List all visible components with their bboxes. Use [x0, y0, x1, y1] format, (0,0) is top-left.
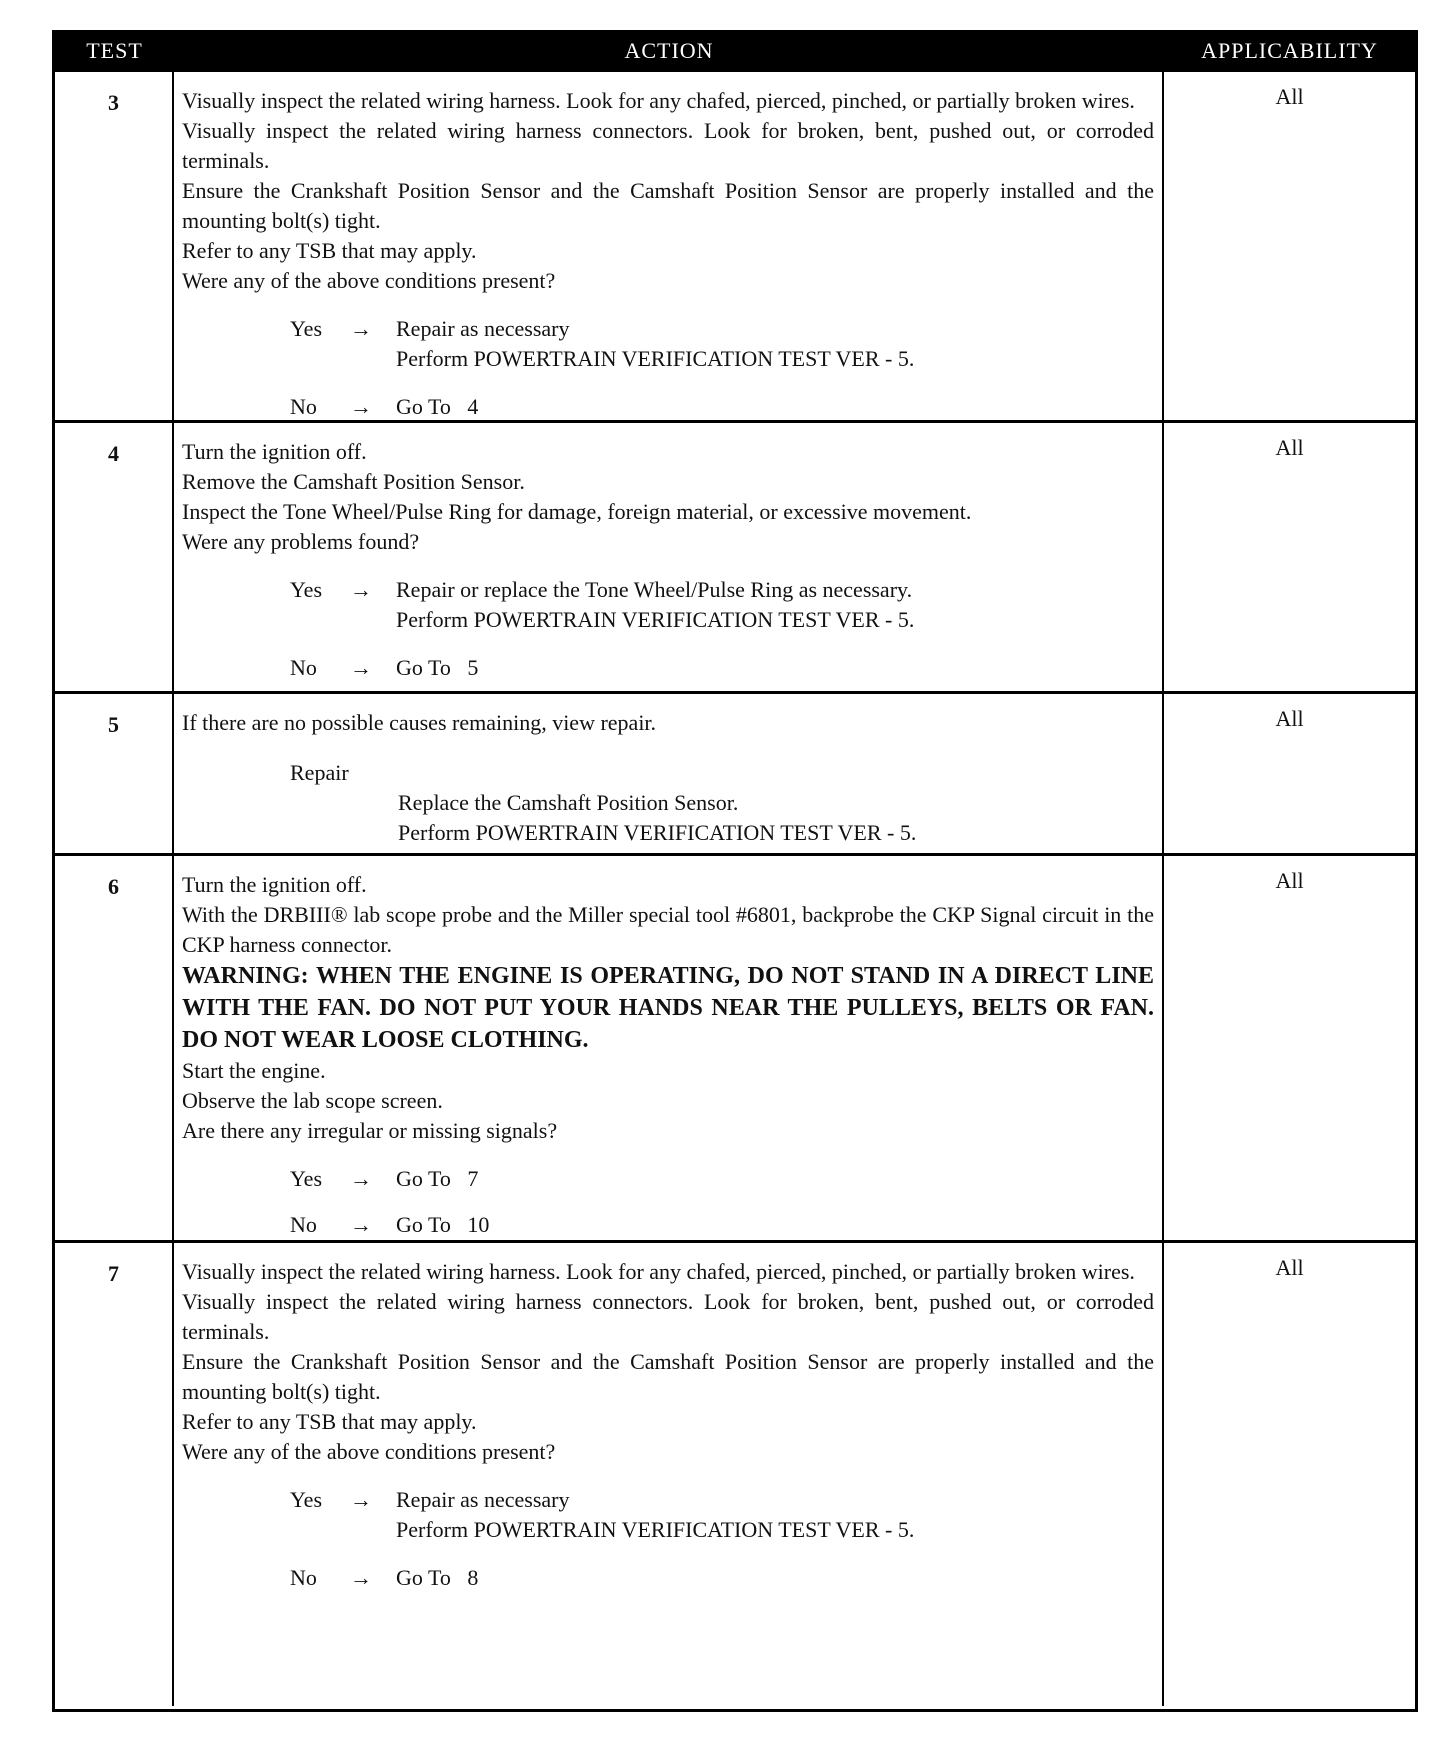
header-action: ACTION: [624, 38, 714, 63]
no-response: [290, 392, 1154, 422]
yes-text: Repair as necessary: [396, 1487, 570, 1512]
table-header: [55, 33, 1415, 69]
action-line: Turn the ignition off.: [182, 872, 367, 897]
action-line: Visually inspect the related wiring harness. Look for any chafed, pierced, pinched, or partially broken wires.: [182, 1259, 1135, 1284]
test-number: 4: [55, 423, 174, 691]
yes-text: Perform POWERTRAIN VERIFICATION TEST VER - 5.: [396, 1517, 915, 1542]
action-line: Refer to any TSB that may apply.: [182, 238, 477, 263]
action-line: Visually inspect the related wiring harness. Look for any chafed, pierced, pinched, or partially broken wires.: [182, 88, 1135, 113]
yes-text: Go To 7: [396, 1166, 479, 1191]
applicability-value: All: [1275, 84, 1304, 109]
action-line: Ensure the Crankshaft Position Sensor and the Camshaft Position Sensor are properly installed and the mounting bolt(s) tight.: [182, 178, 1154, 233]
no-label: No: [290, 655, 317, 680]
warning-text: WARNING: WHEN THE ENGINE IS OPERATING, DO NOT STAND IN A DIRECT LINE WITH THE FAN. DO NOT PUT YOUR HANDS NEAR THE PULLEYS, BELTS OR FAN. DO NOT WEAR LOOSE CLOTHING.: [182, 963, 1154, 1053]
action-line: Were any of the above conditions present?: [182, 268, 556, 293]
action-line: With the DRBIII® lab scope probe and the Miller special tool #6801, backprobe the CKP Signal circuit in the CKP harness connector.: [182, 902, 1154, 957]
action-line: Observe the lab scope screen.: [182, 1088, 443, 1113]
action-line: Inspect the Tone Wheel/Pulse Ring for damage, foreign material, or excessive movement.: [182, 499, 972, 524]
yes-label: Yes: [290, 1487, 323, 1512]
arrow-right-icon: →: [350, 394, 372, 419]
repair-text: Replace the Camshaft Position Sensor.: [398, 790, 739, 815]
header-applicability: APPLICABILITY: [1201, 38, 1378, 63]
arrow-right-icon: →: [350, 577, 372, 602]
table-row-test-5: [55, 691, 1415, 853]
arrow-right-icon: →: [350, 316, 372, 341]
yes-response: [290, 1485, 1154, 1545]
action-line: If there are no possible causes remaining, view repair.: [182, 710, 657, 735]
no-text: Go To 10: [396, 1212, 490, 1237]
no-response: [290, 1563, 1154, 1593]
no-label: No: [290, 394, 317, 419]
yes-response: [290, 314, 1154, 374]
action-cell: [174, 423, 1164, 691]
action-line: Refer to any TSB that may apply.: [182, 1409, 477, 1434]
no-text: Go To 4: [396, 394, 479, 419]
applicability-value: All: [1275, 435, 1304, 460]
action-cell: [174, 1243, 1164, 1706]
action-line: Ensure the Crankshaft Position Sensor and the Camshaft Position Sensor are properly installed and the mounting bolt(s) tight.: [182, 1349, 1154, 1404]
action-line: Turn the ignition off.: [182, 439, 367, 464]
action-cell: [174, 856, 1164, 1240]
table-row-test-6: [55, 853, 1415, 1240]
yes-text: Perform POWERTRAIN VERIFICATION TEST VER - 5.: [396, 346, 915, 371]
table-row-test-4: [55, 420, 1415, 691]
no-text: Go To 5: [396, 655, 479, 680]
action-cell: [174, 72, 1164, 420]
header-test: TEST: [86, 38, 143, 63]
test-number: 6: [55, 856, 174, 1240]
arrow-right-icon: →: [350, 1212, 372, 1237]
no-response: [290, 653, 1154, 683]
no-label: No: [290, 1212, 317, 1237]
yes-label: Yes: [290, 577, 323, 602]
no-response: [290, 1210, 1154, 1240]
action-line: Are there any irregular or missing signals?: [182, 1118, 558, 1143]
test-number: 5: [55, 694, 174, 853]
action-line: Were any of the above conditions present?: [182, 1439, 556, 1464]
yes-label: Yes: [290, 316, 323, 341]
yes-response: [290, 575, 1154, 635]
applicability-value: All: [1275, 1255, 1304, 1280]
yes-text: Repair as necessary: [396, 316, 570, 341]
yes-text: Perform POWERTRAIN VERIFICATION TEST VER - 5.: [396, 607, 915, 632]
applicability-value: All: [1275, 706, 1304, 731]
arrow-right-icon: →: [350, 655, 372, 680]
action-cell: [174, 694, 1164, 853]
action-line: Visually inspect the related wiring harness connectors. Look for broken, bent, pushed out, or corroded terminals.: [182, 1289, 1154, 1344]
table-row-test-3: [55, 69, 1415, 420]
yes-response: [290, 1164, 1154, 1194]
arrow-right-icon: →: [350, 1565, 372, 1590]
applicability-value: All: [1275, 868, 1304, 893]
action-line: Remove the Camshaft Position Sensor.: [182, 469, 525, 494]
repair-label: Repair: [290, 760, 349, 785]
no-label: No: [290, 1565, 317, 1590]
yes-label: Yes: [290, 1166, 323, 1191]
arrow-right-icon: →: [350, 1166, 372, 1191]
action-line: Start the engine.: [182, 1058, 326, 1083]
diagnostic-table: [52, 30, 1418, 1712]
arrow-right-icon: →: [350, 1487, 372, 1512]
test-number: 7: [55, 1243, 174, 1706]
no-text: Go To 8: [396, 1565, 479, 1590]
table-row-test-7: [55, 1240, 1415, 1706]
action-line: Visually inspect the related wiring harness connectors. Look for broken, bent, pushed out, or corroded terminals.: [182, 118, 1154, 173]
yes-text: Repair or replace the Tone Wheel/Pulse Ring as necessary.: [396, 577, 913, 602]
repair-text: Perform POWERTRAIN VERIFICATION TEST VER - 5.: [398, 820, 917, 845]
test-number: 3: [55, 72, 174, 420]
action-line: Were any problems found?: [182, 529, 420, 554]
